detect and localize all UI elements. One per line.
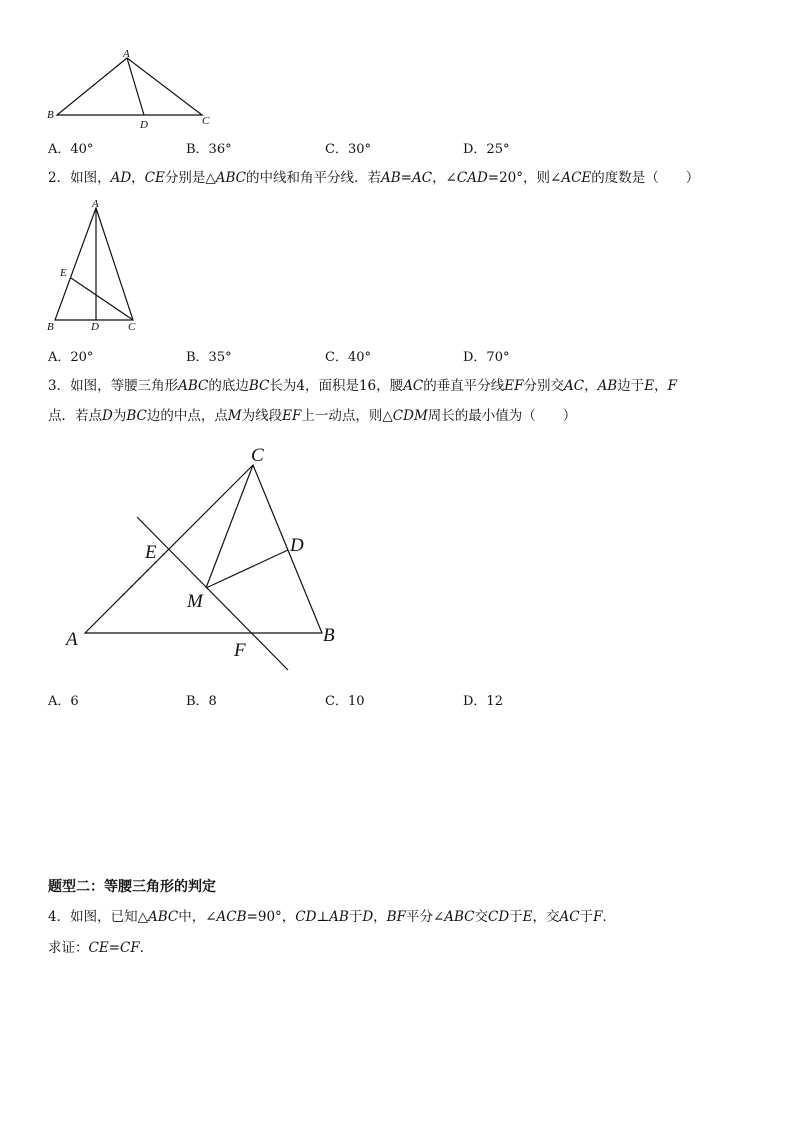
q2-text: 2．如图，AD，CE分别是△ABC的中线和角平分线．若AB=AC，∠CAD=20°，则∠ACE的度数是（ ） — [48, 170, 700, 186]
q3-text-line-2: 点．若点D为BC边的中点，点M为线段EF上一动点，则△CDM周长的最小值为（ ） — [48, 408, 577, 424]
q2-figure — [40, 196, 150, 334]
q1-label-a: A — [123, 48, 130, 60]
q1-option-c: C．30° — [325, 142, 371, 157]
q1-option-d: D．25° — [463, 142, 510, 157]
q1-segment-ad — [127, 58, 144, 115]
q1-label-b: B — [47, 109, 54, 121]
q1-label-c: C — [202, 115, 210, 127]
q1-option-a: A．40° — [48, 142, 94, 157]
q3-label-a: A — [66, 629, 78, 650]
q1-label-d: D — [140, 119, 148, 130]
q3-perpendicular-bisector-ef — [137, 517, 288, 670]
q2-option-b: B．35° — [186, 350, 232, 365]
q3-label-c: C — [251, 445, 264, 466]
q3-option-a: A．6 — [48, 694, 79, 709]
q3-option-c: C．10 — [325, 694, 365, 709]
q2-label-a: A — [92, 198, 99, 210]
section-2-title: 题型二：等腰三角形的判定 — [48, 879, 216, 895]
q3-triangle — [85, 465, 322, 633]
q3-option-b: B．8 — [186, 694, 217, 709]
q3-text-line-1: 3．如图，等腰三角形ABC的底边BC长为4，面积是16，腰AC的垂直平分线EF分别交AC，AB边于E，F — [48, 378, 677, 394]
q3-label-b: B — [323, 625, 335, 646]
q2-option-d: D．70° — [463, 350, 510, 365]
q3-label-d: D — [290, 535, 304, 556]
q2-option-c: C．40° — [325, 350, 371, 365]
q3-label-f: F — [234, 640, 246, 661]
q2-label-b: B — [47, 321, 54, 333]
q3-figure — [60, 440, 350, 680]
q2-bisector-ce — [71, 278, 133, 320]
q3-label-m: M — [187, 591, 203, 612]
q4-text-line-1: 4．如图，已知△ABC中，∠ACB=90°，CD⊥AB于D，BF平分∠ABC交CD于E，交AC于F． — [48, 909, 616, 925]
q2-option-a: A．20° — [48, 350, 94, 365]
q1-figure — [40, 48, 230, 130]
q3-option-d: D．12 — [463, 694, 503, 709]
q2-label-c: C — [128, 321, 136, 333]
q2-label-e: E — [60, 267, 67, 279]
q2-label-d: D — [91, 321, 99, 333]
q2-triangle — [55, 208, 133, 320]
q3-label-e: E — [145, 542, 157, 563]
q4-text-line-2: 求证：CE=CF． — [48, 940, 154, 956]
q1-option-b: B．36° — [186, 142, 232, 157]
